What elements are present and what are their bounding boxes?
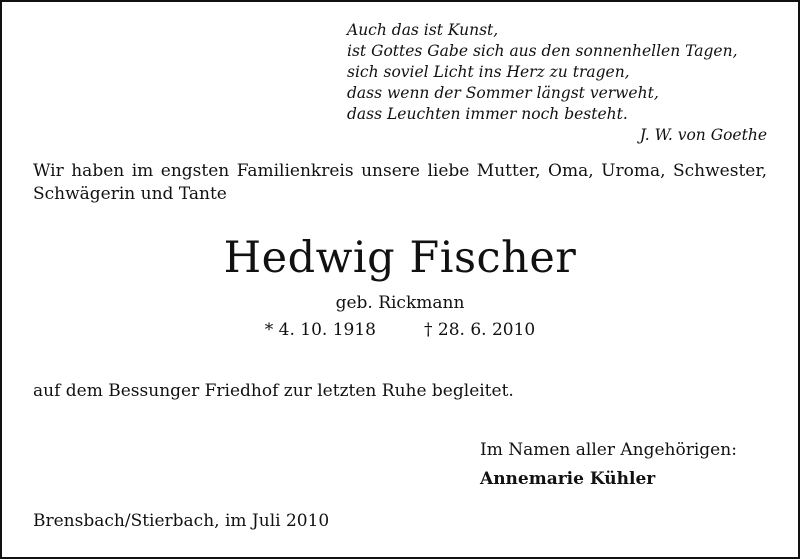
signoff-text: Im Namen aller Angehörigen: bbox=[480, 440, 737, 460]
burial-statement: auf dem Bessunger Friedhof zur letzten Ruhe begleitet. bbox=[33, 381, 514, 401]
poem-line: dass Leuchten immer noch besteht. bbox=[347, 105, 628, 123]
birth-name: geb. Rickmann bbox=[335, 293, 465, 313]
death-date: † 28. 6. 2010 bbox=[424, 320, 536, 340]
birth-date: * 4. 10. 1918 bbox=[264, 320, 376, 340]
poem-line: dass wenn der Sommer längst verweht, bbox=[347, 84, 659, 102]
poem-line: Auch das ist Kunst, bbox=[347, 21, 499, 39]
life-dates bbox=[0, 318, 800, 342]
deceased-name: Hedwig Fischer bbox=[223, 233, 577, 283]
poem-block bbox=[347, 20, 767, 146]
poem-author: J. W. von Goethe bbox=[639, 126, 767, 144]
place-and-date: Brensbach/Stierbach, im Juli 2010 bbox=[33, 511, 330, 531]
intro-text: Wir haben im engsten Familienkreis unsere liebe Mutter, Oma, Uroma, Schwester, Schwägerin und Tante bbox=[33, 161, 767, 204]
poem-line: ist Gottes Gabe sich aus den sonnenhellen Tagen, bbox=[347, 42, 738, 60]
poem-line: sich soviel Licht ins Herz zu tragen, bbox=[347, 63, 630, 81]
signer-name: Annemarie Kühler bbox=[480, 469, 656, 489]
